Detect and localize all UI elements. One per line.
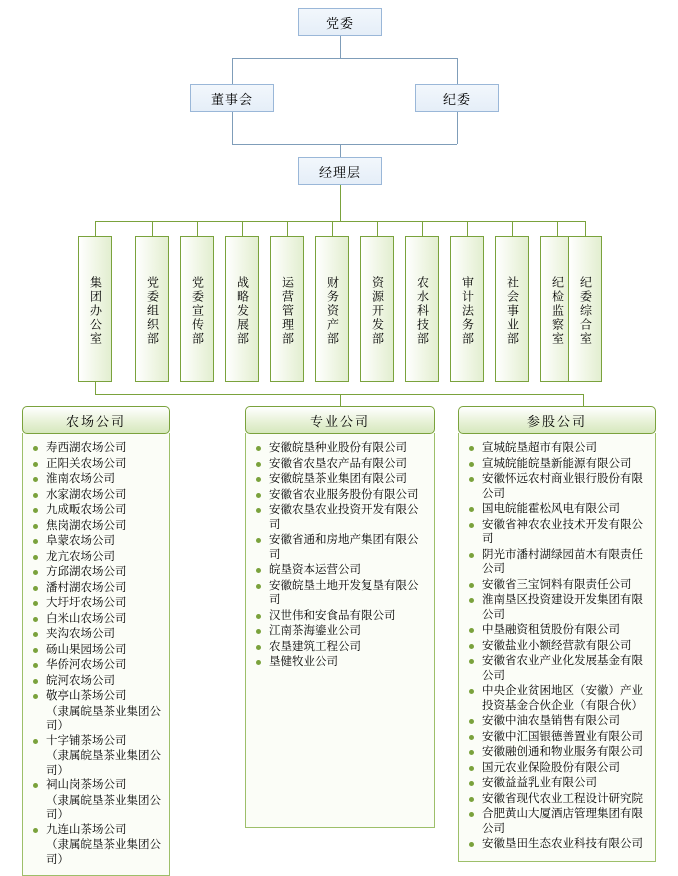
dept-label: 财务资产部 (325, 276, 340, 346)
connector (377, 221, 378, 236)
list-item: 安徽省农垦农产品有限公司 (252, 457, 428, 472)
company-list (252, 441, 428, 670)
list-item: 淮南垦区投资建设开发集团有限公司 (465, 593, 649, 622)
dept-label: 资源开发部 (370, 276, 385, 346)
list-item: 祠山岗茶场公司 (29, 778, 163, 793)
list-item: 九成畈农场公司 (29, 503, 163, 518)
connector (457, 112, 458, 144)
list-item: 安徽皖垦茶业集团有限公司 (252, 472, 428, 487)
connector (232, 112, 233, 144)
list-item: 皖河农场公司 (29, 674, 163, 689)
dept-box (450, 236, 484, 382)
connector (287, 221, 288, 236)
connector (583, 394, 584, 406)
connector (95, 382, 96, 394)
connector (232, 58, 233, 84)
list-item: 安徽农垦农业投资开发有限公司 (252, 503, 428, 532)
list-item: 安徽省现代农业工程设计研究院 (465, 792, 649, 807)
panel-title: 参股公司 (458, 406, 656, 434)
list-item: 皖垦资本运营公司 (252, 563, 428, 578)
dept-label: 社会事业部 (505, 276, 520, 346)
dept-box (568, 236, 602, 382)
dept-label: 集团办公室 (88, 276, 103, 346)
connector (422, 221, 423, 236)
dept-label: 党委组织部 (145, 276, 160, 346)
connector (340, 185, 341, 221)
dept-box (315, 236, 349, 382)
list-item: 安徽皖垦种业股份有限公司 (252, 441, 428, 456)
dept-box (270, 236, 304, 382)
list-item: 夹沟农场公司 (29, 627, 163, 642)
connector (585, 221, 586, 236)
connector (512, 221, 513, 236)
list-item: 国电皖能霍松风电有限公司 (465, 502, 649, 517)
list-item: 寿西湖农场公司 (29, 441, 163, 456)
dept-box (360, 236, 394, 382)
list-item: 垦健牧业公司 (252, 655, 428, 670)
list-item: 中垦融资租赁股份有限公司 (465, 623, 649, 638)
dept-box (495, 236, 529, 382)
list-item: 安徽省通和房地产集团有限公司 (252, 533, 428, 562)
list-item: 阜蒙农场公司 (29, 534, 163, 549)
connector (457, 58, 458, 84)
list-item: 阴光市潘村湖绿园苗木有限责任公司 (465, 548, 649, 577)
dept-label: 纪委综合室 (578, 276, 593, 346)
connector (95, 221, 96, 236)
list-item: 淮南农场公司 (29, 472, 163, 487)
panel-body (22, 433, 170, 876)
list-item: 安徽省神农农业技术开发有限公司 (465, 518, 649, 547)
list-item-note: （隶属皖垦茶业集团公司） (46, 705, 161, 732)
dept-label: 运营管理部 (280, 276, 295, 346)
list-item: 水家湖农场公司 (29, 488, 163, 503)
connector (152, 221, 153, 236)
dept-box (180, 236, 214, 382)
dept-label: 纪检监察室 (550, 276, 565, 346)
list-item: 九连山茶场公司 (29, 823, 163, 838)
panel-title: 农场公司 (22, 406, 170, 434)
dept-label: 审计法务部 (460, 276, 475, 346)
list-item: 安徽皖垦土地开发复垦有限公司 (252, 579, 428, 608)
company-list (29, 778, 163, 793)
list-item: 国元农业保险股份有限公司 (465, 761, 649, 776)
list-item: 正阳关农场公司 (29, 457, 163, 472)
list-item: 白米山农场公司 (29, 612, 163, 627)
dept-label: 党委宣传部 (190, 276, 205, 346)
connector (232, 58, 457, 59)
list-item: 大圩圩农场公司 (29, 596, 163, 611)
connector (95, 394, 583, 395)
list-item: 江南茶海鎏业公司 (252, 624, 428, 639)
list-item-note: （隶属皖垦茶业集团公司） (46, 794, 161, 821)
list-item: 安徽省三宝饲料有限责任公司 (465, 578, 649, 593)
list-item: 安徽垦田生态农业科技有限公司 (465, 837, 649, 852)
list-item: 龙亢农场公司 (29, 550, 163, 565)
node-management: 经理层 (298, 157, 382, 185)
node-board: 董事会 (190, 84, 274, 112)
list-item: 安徽省农业服务股份有限公司 (252, 488, 428, 503)
company-list (29, 823, 163, 838)
connector (197, 221, 198, 236)
connector (340, 144, 341, 157)
list-item: 华侨河农场公司 (29, 658, 163, 673)
list-item: 安徽中汇国银德善置业有限公司 (465, 730, 649, 745)
company-list (29, 441, 163, 704)
list-item: 潘村湖农场公司 (29, 581, 163, 596)
list-item-note: （隶属皖垦茶业集团公司） (46, 750, 161, 777)
connector (340, 394, 341, 406)
company-list (29, 734, 163, 749)
dept-box (225, 236, 259, 382)
list-item: 中央企业贫困地区（安徽）产业投资基金合伙企业（有限合伙） (465, 684, 649, 713)
node-party-committee: 党委 (298, 8, 382, 36)
panel-farm-companies (22, 406, 170, 876)
node-discipline: 纪委 (415, 84, 499, 112)
list-item: 焦岗湖农场公司 (29, 519, 163, 534)
list-item: 敬亭山茶场公司 (29, 689, 163, 704)
list-item: 安徽中油农垦销售有限公司 (465, 714, 649, 729)
connector (332, 221, 333, 236)
list-item: 十字铺茶场公司 (29, 734, 163, 749)
company-list (465, 441, 649, 852)
list-item: 安徽怀远农村商业银行股份有限公司 (465, 472, 649, 501)
list-item: 农垦建筑工程公司 (252, 640, 428, 655)
dept-label: 战略发展部 (235, 276, 250, 346)
list-item-note: （隶属皖垦茶业集团公司） (46, 839, 161, 866)
panel-title: 专业公司 (245, 406, 435, 434)
connector (232, 144, 457, 145)
list-item: 合肥黄山大厦酒店管理集团有限公司 (465, 807, 649, 836)
panel-professional-companies (245, 406, 435, 828)
list-item: 砀山果园场公司 (29, 643, 163, 658)
connector (557, 221, 558, 236)
list-item: 汉世伟和安食品有限公司 (252, 609, 428, 624)
connector (340, 36, 341, 58)
connector (242, 221, 243, 236)
list-item: 方邱湖农场公司 (29, 565, 163, 580)
list-item: 安徽盐业小额经营款有限公司 (465, 639, 649, 654)
dept-box (135, 236, 169, 382)
connector (467, 221, 468, 236)
panel-equity-companies (458, 406, 656, 862)
panel-body (245, 433, 435, 828)
list-item: 宣城皖能皖垦新能源有限公司 (465, 457, 649, 472)
panel-body (458, 433, 656, 862)
dept-box (405, 236, 439, 382)
list-item: 安徽益益乳业有限公司 (465, 776, 649, 791)
dept-label: 农水科技部 (415, 276, 430, 346)
list-item: 宣城皖垦超市有限公司 (465, 441, 649, 456)
dept-box (78, 236, 112, 382)
list-item: 安徽省农业产业化发展基金有限公司 (465, 654, 649, 683)
list-item: 安徽融创通和物业服务有限公司 (465, 745, 649, 760)
